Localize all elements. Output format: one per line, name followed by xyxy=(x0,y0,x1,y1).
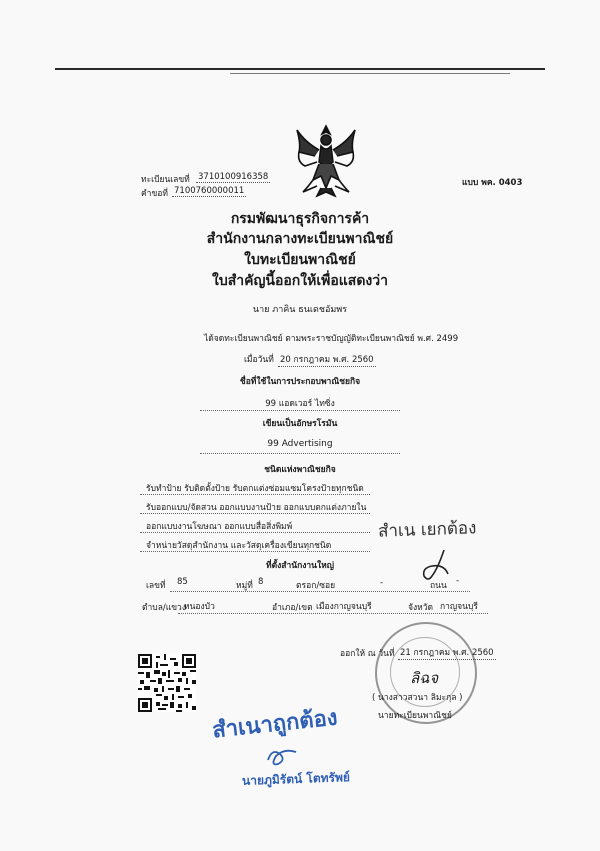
issue-date-label: ออกให้ ณ วันที่ xyxy=(340,649,395,659)
house-no-label: เลขที่ xyxy=(146,581,166,591)
tambon: หนองบัว xyxy=(184,602,215,612)
tambon-label: ตำบล/แขวง xyxy=(142,603,186,613)
soi-label: ตรอก/ซอย xyxy=(296,581,336,591)
amphoe: เมืองกาญจนบุรี xyxy=(316,602,372,612)
reg-no-label: ทะเบียนเลขที่ xyxy=(141,175,190,185)
latin-name-heading: เขียนเป็นอักษรโรมัน xyxy=(262,419,338,429)
date-label: เมื่อวันที่ xyxy=(244,355,274,365)
form-code: แบบ พค. 0403 xyxy=(462,178,523,188)
handwritten-mark xyxy=(418,546,462,584)
title-office: สำนักงานกลางทะเบียนพาณิชย์ xyxy=(206,231,394,247)
address-heading: ที่ตั้งสำนักงานใหญ่ xyxy=(266,561,334,571)
issue-date: 21 กรกฎาคม พ.ศ. 2560 xyxy=(398,645,496,660)
request-no-value: 7100760000011 xyxy=(174,186,245,196)
soi: - xyxy=(380,578,384,588)
amphoe-label: อำเภอ/เขต xyxy=(272,603,313,613)
title-statement: ใบสำคัญนี้ออกให้เพื่อแสดงว่า xyxy=(212,273,388,289)
province-label: จังหวัด xyxy=(408,603,434,613)
registration-law-text: ได้จดทะเบียนพาณิชย์ ตามพระราชบัญญัติทะเบียนพาณิชย์ พ.ศ. 2499 xyxy=(204,334,459,344)
moo-label: หมู่ที่ xyxy=(236,581,253,591)
signer-name: นายภูมิรัตน์ โตทรัพย์ xyxy=(241,770,351,788)
registrar-name: ( นางสาวสวนา ลิมะกุล ) xyxy=(372,693,463,703)
province: กาญจนบุรี xyxy=(440,602,478,612)
signer-signature-mark xyxy=(262,744,302,772)
business-type-line-2: รับออกแบบ/จัดสวน ออกแบบงานป้าย ออกแบบตกแต่งภายใน xyxy=(146,503,367,513)
business-type-line-3: ออกแบบงานโฆษณา ออกแบบสื่อสิ่งพิมพ์ xyxy=(146,522,293,532)
registration-date: 20 กรกฎาคม พ.ศ. 2560 xyxy=(278,352,376,367)
business-name-heading: ชื่อที่ใช้ในการประกอบพาณิชยกิจ xyxy=(239,377,361,387)
business-type-line-1: รับทำป้าย รับติดตั้งป้าย รับตกแต่งซ่อมแซมโครงป้ายทุกชนิด xyxy=(146,484,364,494)
registrar-title: นายทะเบียนพาณิชย์ xyxy=(378,711,452,721)
title-certificate: ใบทะเบียนพาณิชย์ xyxy=(244,252,356,268)
request-no-label: คำขอที่ xyxy=(141,189,168,199)
business-type-line-4: จำหน่ายวัสดุสำนักงาน และวัสดุเครื่องเขียนทุกชนิด xyxy=(146,541,332,551)
business-name-english: 99 Advertising xyxy=(267,439,333,449)
business-type-heading: ชนิดแห่งพาณิชยกิจ xyxy=(264,465,336,475)
qr-code-icon xyxy=(138,654,196,712)
business-name-thai: 99 แอดเวอร์ ไทซิ่ง xyxy=(265,399,335,409)
garuda-emblem-icon xyxy=(293,122,359,198)
house-no: 85 xyxy=(177,577,188,587)
moo: 8 xyxy=(258,577,264,587)
scan-edge-line-secondary xyxy=(230,73,510,74)
reg-no-value: 3710100916358 xyxy=(198,172,269,182)
certify-stamp-blue: สำเนาถูกต้อง xyxy=(211,704,339,744)
scan-edge-line xyxy=(55,68,545,70)
registrar-signature: ลิฉจ xyxy=(410,669,439,687)
owner-name: นาย ภาคิน ธนเดชอัมพร xyxy=(252,305,348,315)
certify-stamp-handwritten: สำเน เยกต้อง xyxy=(377,518,477,542)
road: - xyxy=(456,576,460,586)
road-label: ถนน xyxy=(430,581,447,591)
title-department: กรมพัฒนาธุรกิจการค้า xyxy=(230,211,370,227)
